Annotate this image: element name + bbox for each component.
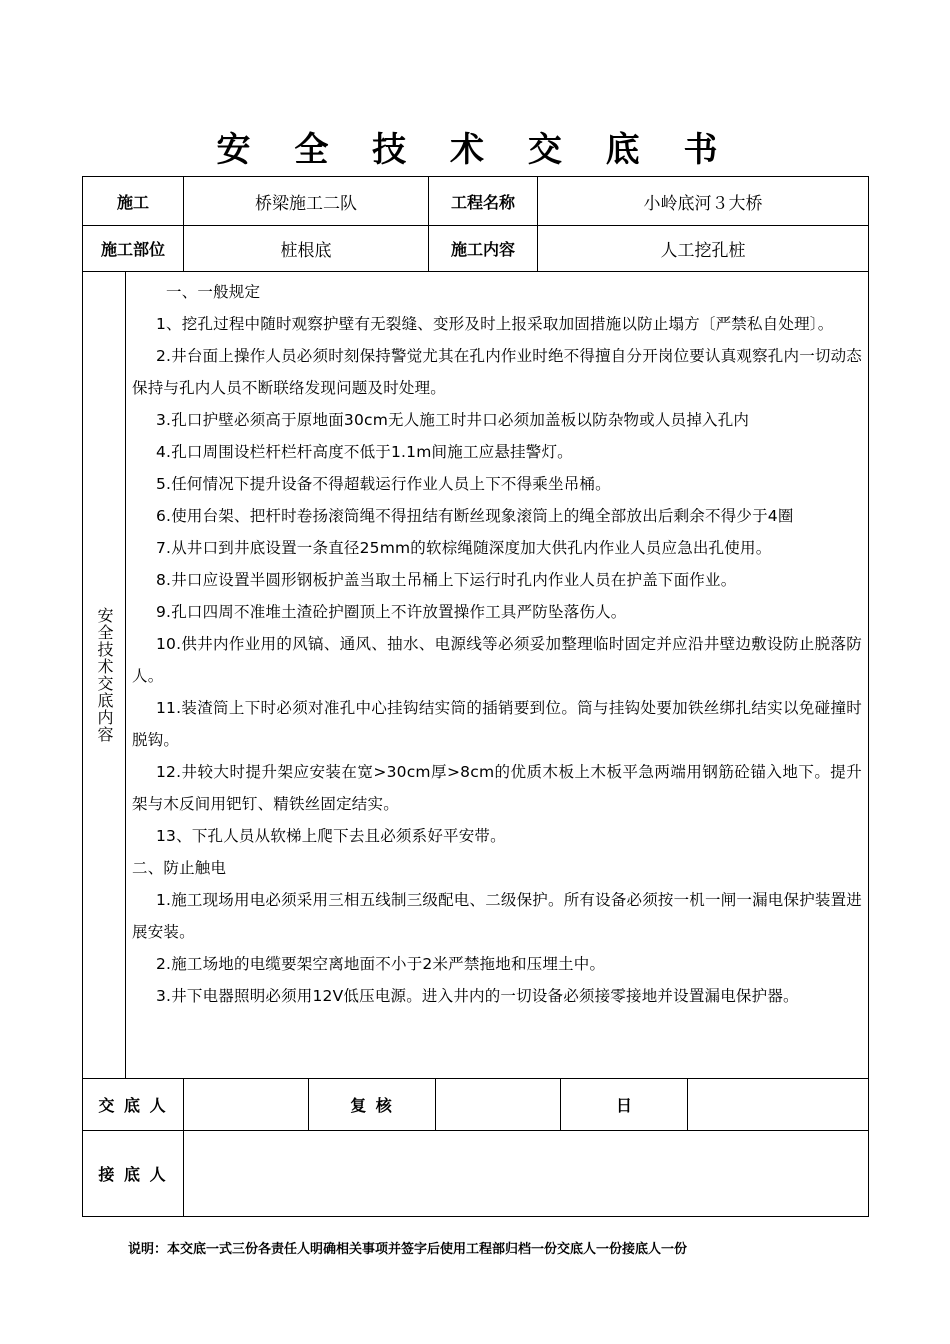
list-item: 2.施工场地的电缆要架空离地面不小于2米严禁拖地和压埋土中。 <box>156 955 606 973</box>
safety-content <box>132 276 862 1012</box>
footnote: 说明：本交底一式三份各责任人明确相关事项并签字后使用工程部归档一份交底人一份接底人一份 <box>128 1242 688 1257</box>
project-name-value: 小岭底河３大桥 <box>643 193 763 214</box>
construction-part-value: 桩根底 <box>280 241 332 261</box>
list-item: 2.井台面上操作人员必须时刻保持警觉尤其在孔内作业时绝不得擅自分开岗位要认真观察孔内一切动态保持与孔内人员不断联络发现问题及时处理。 <box>132 347 862 397</box>
list-item: 11.装渣筒上下时必须对准孔中心挂钩结实筒的插销要到位。筒与挂钩处要加铁丝绑扎结实以免碰撞时脱钩。 <box>132 699 862 749</box>
list-item: 3.井下电器照明必须用12V低压电源。进入井内的一切设备必须接零接地并设置漏电保护器。 <box>156 987 799 1005</box>
handover-person-field[interactable] <box>184 1079 308 1130</box>
construction-content-value: 人工挖孔桩 <box>660 241 746 261</box>
review-field[interactable] <box>436 1079 560 1130</box>
list-item: 10.供井内作业用的风镐、通风、抽水、电源线等必须妥加整理临时固定并应沿井壁边敷设防止脱落防人。 <box>132 635 862 685</box>
review-label: 复 核 <box>350 1096 394 1115</box>
list-item: 13、下孔人员从软梯上爬下去且必须系好平安带。 <box>156 827 506 845</box>
list-item: 3.孔口护壁必须高于原地面30cm无人施工时井口必须加盖板以防杂物或人员掉入孔内 <box>156 411 750 429</box>
construction-part-label: 施工部位 <box>100 240 165 259</box>
handover-person-label: 交 底 人 <box>98 1096 168 1115</box>
section-heading-general: 一、一般规定 <box>166 283 261 301</box>
list-item: 8.井口应设置半圆形钢板护盖当取土吊桶上下运行时孔内作业人员在护盖下面作业。 <box>156 571 737 589</box>
project-name-label: 工程名称 <box>450 192 515 212</box>
list-item: 9.孔口四周不准堆土渣砼护圈顶上不许放置操作工具严防坠落伤人。 <box>156 603 627 621</box>
receiver-label: 接 底 人 <box>98 1165 168 1184</box>
list-item: 4.孔口周围设栏杆栏杆高度不低于1.1m间施工应悬挂警灯。 <box>156 443 573 461</box>
list-item: 1、挖孔过程中随时观察护壁有无裂缝、变形及时上报采取加固措施以防止塌方〔严禁私自处理〕。 <box>156 315 834 333</box>
team-label: 施工 <box>116 192 149 212</box>
list-item: 6.使用台架、把杆时卷扬滚筒绳不得扭结有断丝现象滚筒上的绳全部放出后剩余不得少于4圈 <box>156 507 794 525</box>
receiver-field[interactable] <box>184 1131 868 1216</box>
construction-content-label: 施工内容 <box>450 240 515 259</box>
date-label: 日 <box>615 1096 632 1115</box>
list-item: 1.施工现场用电必须采用三相五线制三级配电、二级保护。所有设备必须按一机一闸一漏电保护装置进展安装。 <box>132 891 862 941</box>
list-item: 12.井较大时提升架应安装在宽>30cm厚>8cm的优质木板上木板平急两端用钢筋砼锚入地下。提升架与木反间用钯钉、精铁丝固定结实。 <box>132 763 862 813</box>
date-field[interactable] <box>688 1079 868 1130</box>
list-item: 7.从井口到井底设置一条直径25mm的软棕绳随深度加大供孔内作业人员应急出孔使用。 <box>156 539 772 557</box>
list-item: 5.任何情况下提升设备不得超载运行作业人员上下不得乘坐吊桶。 <box>156 475 611 493</box>
page-title: 安 全 技 术 交 底 书 <box>216 130 734 170</box>
content-side-label: 安全技术交底内容 <box>95 607 114 743</box>
team-value: 桥梁施工二队 <box>255 193 357 214</box>
section-heading-electric: 二、防止触电 <box>132 859 227 877</box>
